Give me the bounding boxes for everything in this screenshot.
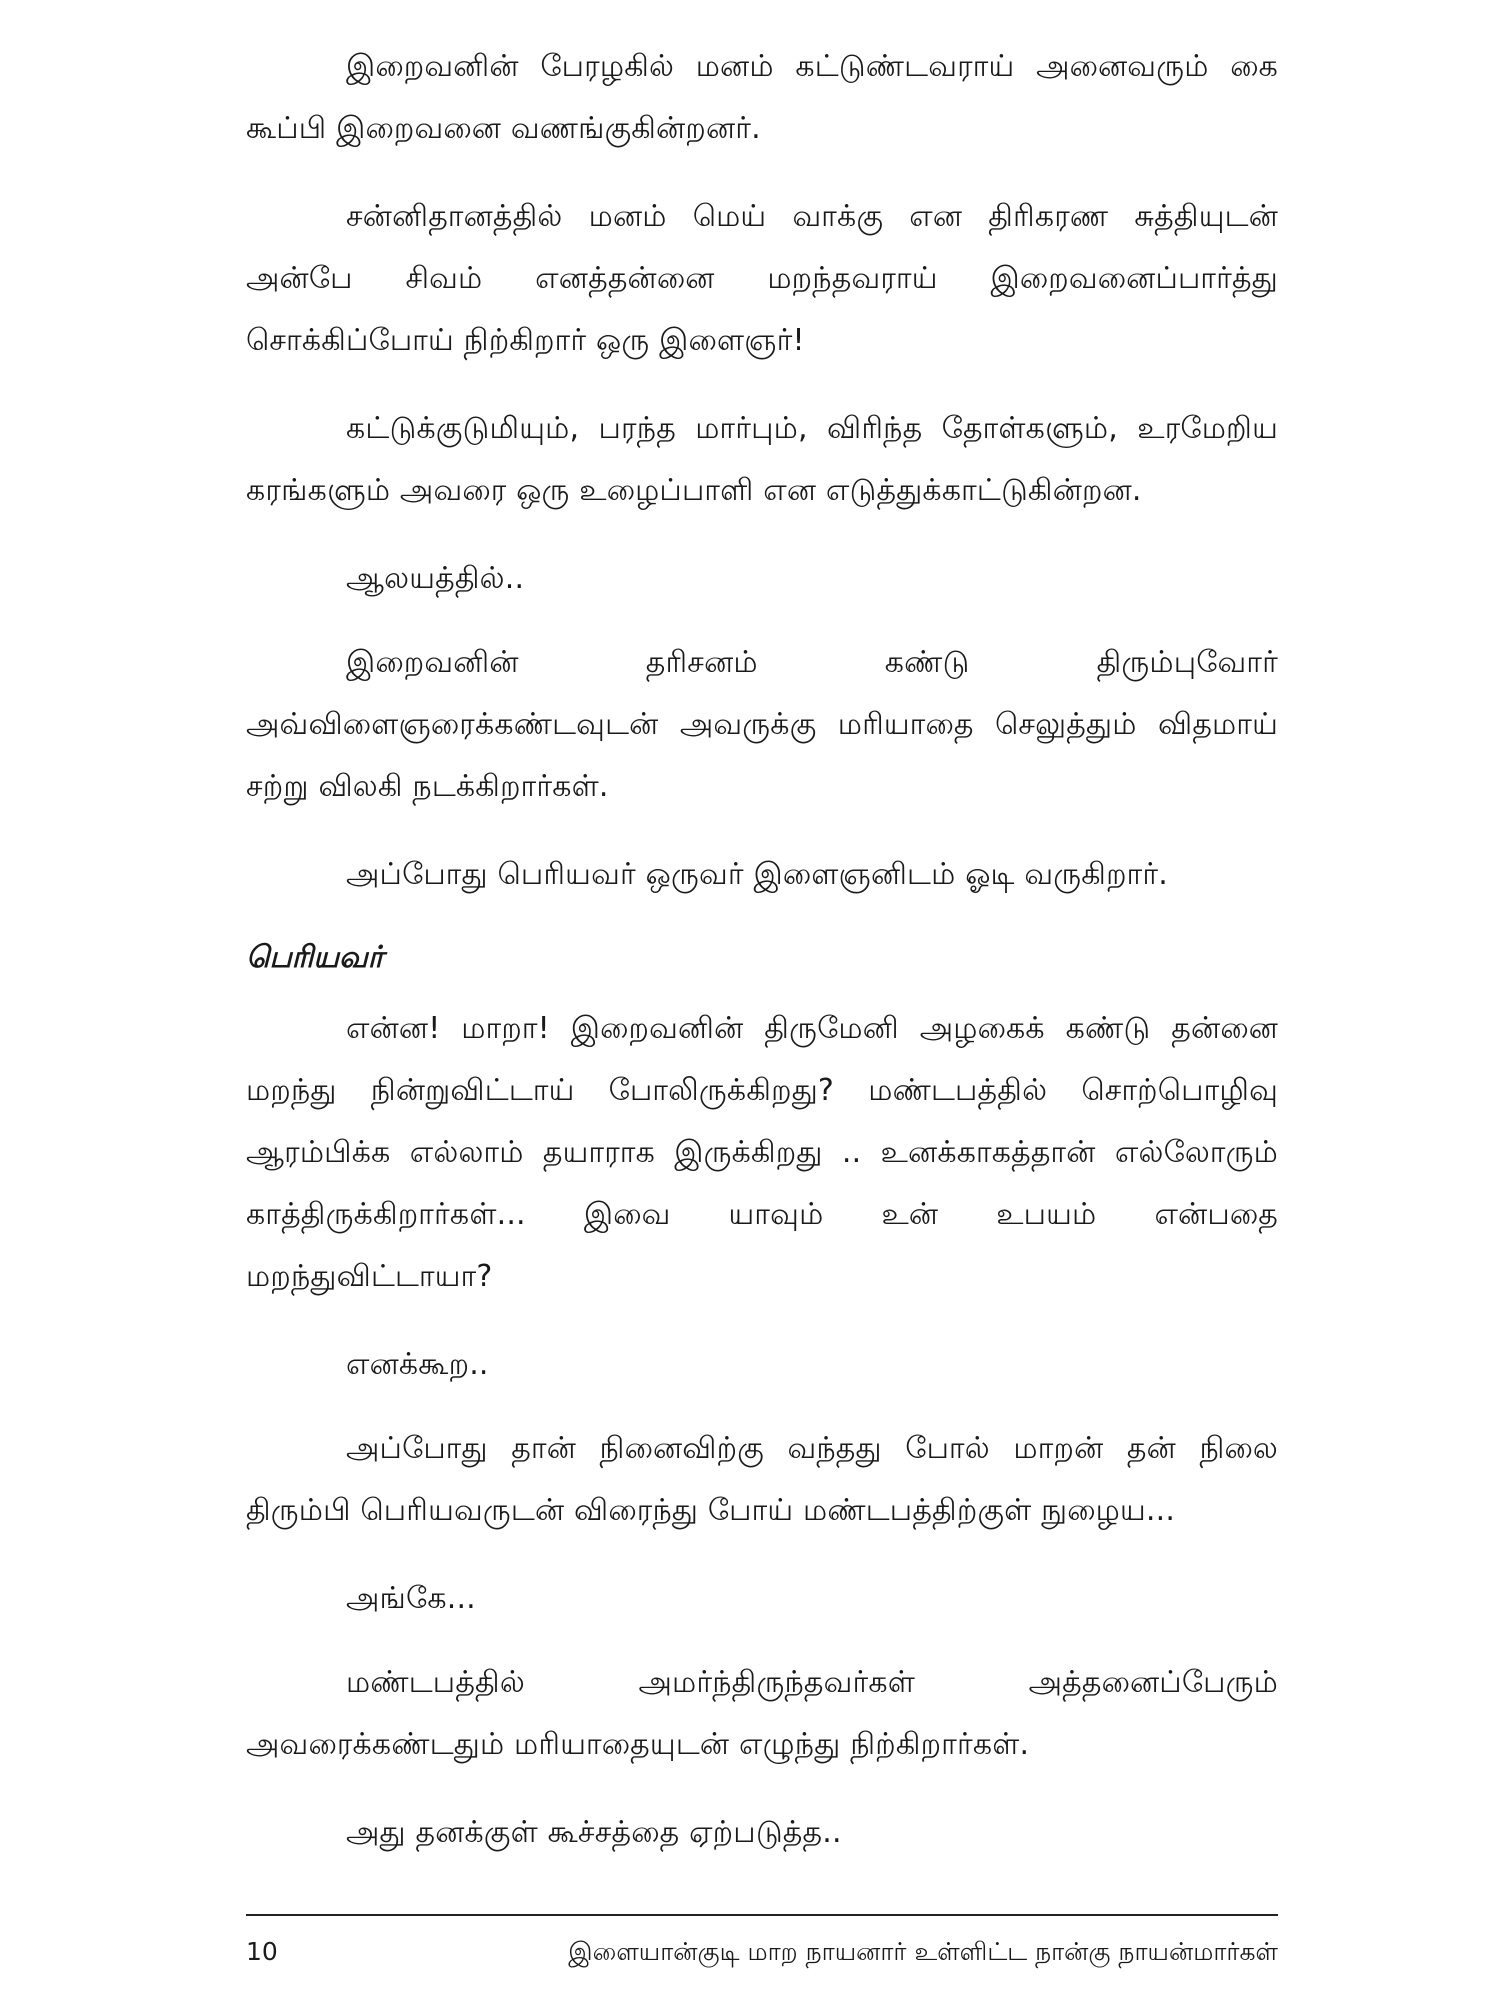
paragraph-10: அங்கே... (346, 1581, 476, 1616)
paragraph-7: என்ன! மாறா! இறைவனின் திருமேனி அழகைக் கண்டு தன்னை மறந்து நின்றுவிட்டாய் போலிருக்கிறது? மண்டபத்தில் சொற்பொழிவு ஆரம்பிக்க எல்லாம் தயாராக இருக்கிறது .. உனக்காகத்தான் எல்லோரும் காத்திருக்கிறார்கள்... இவை யாவும் உன் உபயம் என்பதை மறந்துவிட்டாயா? (246, 1011, 1278, 1294)
footer-divider (246, 1914, 1278, 1916)
paragraph-8: எனக்கூற.. (346, 1347, 489, 1382)
paragraph-2: சன்னிதானத்தில் மனம் மெய் வாக்கு என திரிகரண சுத்தியுடன் அன்பே சிவம் எனத்தன்னை மறந்தவராய் இறைவனைப்பார்த்து சொக்கிப்போய் நிற்கிறார் ஒரு இளைஞர்! (246, 199, 1278, 358)
book-title: இளையான்குடி மாற நாயனார் உள்ளிட்ட நான்கு நாயன்மார்கள் (568, 1937, 1278, 1966)
paragraph-11: மண்டபத்தில் அமர்ந்திருந்தவர்கள் அத்தனைப்பேரும் அவரைக்கண்டதும் மரியாதையுடன் எழுந்து நிற்கிறார்கள். (246, 1665, 1278, 1762)
paragraph-3: கட்டுக்குடுமியும், பரந்த மார்பும், விரிந்த தோள்களும், உரமேறிய கரங்களும் அவரை ஒரு உழைப்பாளி என எடுத்துக்காட்டுகின்றன. (246, 411, 1278, 508)
page-number: 10 (246, 1937, 278, 1966)
document-page (246, 0, 1278, 2000)
page-content (246, 36, 1278, 1886)
paragraph-9: அப்போது தான் நினைவிற்கு வந்தது போல் மாறன் தன் நிலை திரும்பி பெரியவருடன் விரைந்து போய் மண்டபத்திற்குள் நுழைய... (246, 1431, 1278, 1528)
page-footer (246, 1928, 1278, 1976)
speaker-heading: பெரியவர் (246, 940, 384, 975)
paragraph-12: அது தனக்குள் கூச்சத்தை ஏற்படுத்த.. (346, 1815, 842, 1850)
paragraph-5: இறைவனின் தரிசனம் கண்டு திரும்புவோர் அவ்விளைஞரைக்கண்டவுடன் அவருக்கு மரியாதை செலுத்தும் விதமாய் சற்று விலகி நடக்கிறார்கள். (246, 645, 1278, 804)
paragraph-4: ஆலயத்தில்.. (346, 561, 525, 596)
paragraph-1: இறைவனின் பேரழகில் மனம் கட்டுண்டவராய் அனைவரும் கை கூப்பி இறைவனை வணங்குகின்றனர். (246, 49, 1278, 146)
paragraph-6: அப்போது பெரியவர் ஒருவர் இளைஞனிடம் ஓடி வருகிறார். (346, 857, 1168, 892)
